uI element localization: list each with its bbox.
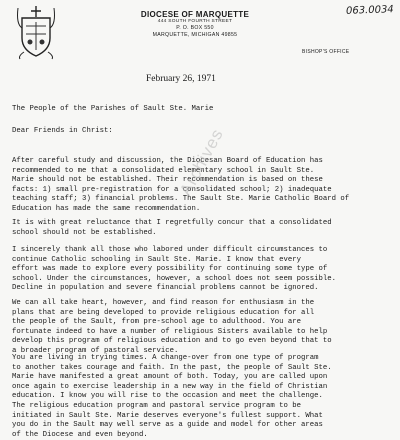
text-line: It is with great reluctance that I regretfully concur that a consolidated <box>12 219 332 227</box>
text-line: school. Under the circumstances, however, a school does not seem possible. <box>12 274 337 283</box>
letterhead <box>120 10 270 39</box>
text-line: plans that are being developed to provide religious education for all <box>12 308 315 317</box>
text-line: effort was made to explore every possibility for continuing some type of <box>12 265 328 274</box>
office-label: BISHOP'S OFFICE <box>302 49 350 55</box>
archive-reference-note: 063.0034 <box>345 4 394 17</box>
paragraph-2 <box>12 219 396 238</box>
text-line: a broader program of pastoral service. <box>12 346 179 355</box>
text-line: The religious education program and pastoral service program to be <box>12 401 302 410</box>
diocese-crest-icon <box>14 4 58 60</box>
text-line: education. I know you will rise to the occasion and meet the challenge. <box>12 392 323 401</box>
text-line: of the Diocese and even beyond. <box>12 430 148 439</box>
text-line: facts: 1) small pre-registration for a consolidated school; 2) inadequate <box>12 185 332 194</box>
po-box: P. O. BOX 550 <box>176 25 214 31</box>
text-line: Marie have manifested a great amount of both. Today, you are called upon <box>12 373 328 382</box>
text-line: recommended to me that a consolidated elementary school in Sault Ste. <box>12 166 315 175</box>
salutation-line: Dear Friends in Christ: <box>12 127 113 135</box>
letter-date: February 26, 1971 <box>146 74 216 84</box>
text-line: Decline in population and severe financial problems cannot be ignored. <box>12 284 319 293</box>
text-line: the people of the Sault, from pre-school age to adulthood. You are <box>12 318 302 327</box>
text-line: school should not be established. <box>12 228 157 237</box>
text-line: initiated in Sault Ste. Marie deserves everyone's fullest support. What <box>12 411 323 420</box>
text-line: fortunate indeed to have a number of religious Sisters available to help <box>12 327 328 336</box>
city-line: MARQUETTE, MICHIGAN 49855 <box>152 32 238 38</box>
text-line: After careful study and discussion, the Diocesan Board of Education has <box>12 157 323 165</box>
addressee-line: The People of the Parishes of Sault Ste. Marie <box>12 105 214 113</box>
addressee <box>12 105 396 115</box>
text-line: to another takes courage and faith. In the past, the people of Sault Ste. <box>12 363 332 372</box>
text-line: you do in the Sault may well serve as a guide and model for other areas <box>12 421 323 430</box>
organization-name: DIOCESE OF MARQUETTE <box>140 10 250 19</box>
text-line: once again to exercise leadership in a new way in the field of Christian <box>12 382 328 391</box>
street-address: 444 SOUTH FOURTH STREET <box>157 19 233 24</box>
text-line: I sincerely thank all those who labored under difficult circumstances to <box>12 246 328 254</box>
text-line: teaching staff; 3) financial problems. The Sault Ste. Marie Catholic Board of <box>12 195 350 204</box>
text-line: continue Catholic schooling in Sault Ste. Marie. I know that every <box>12 255 302 264</box>
paragraph-3 <box>12 246 396 294</box>
paragraph-5 <box>12 354 396 440</box>
archives-watermark: Archives <box>176 125 228 199</box>
text-line: Education has made the same recommendation. <box>12 204 201 213</box>
text-line: You are living in trying times. A change-over from one type of program <box>12 354 319 362</box>
paragraph-4 <box>12 299 396 357</box>
text-line: We can all take heart, however, and find reason for enthusiasm in the <box>12 299 315 307</box>
text-line: develop this program of religious education and to go even beyond that to <box>12 337 332 346</box>
text-line: Marie should not be established. Their recommendation is based on these <box>12 176 323 185</box>
